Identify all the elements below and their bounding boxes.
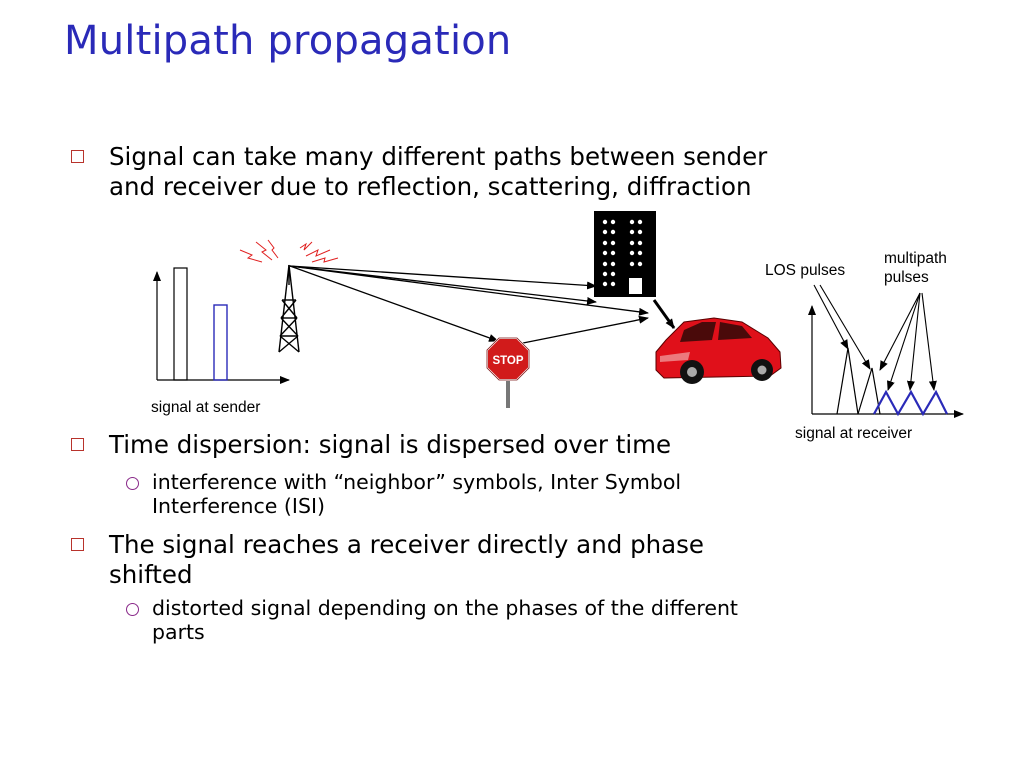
multipath-arrow-1 [880, 293, 920, 370]
antenna-tower-icon [279, 265, 299, 352]
radiation-waves-icon [240, 240, 338, 262]
sender-pulse-1 [174, 268, 187, 380]
multipath-label-line-2: pulses [884, 269, 929, 286]
sender-signal-label: signal at sender [151, 399, 261, 416]
slide-title: Multipath propagation [64, 18, 512, 64]
los-arrow-1 [814, 285, 848, 349]
los-pulse-1 [837, 348, 858, 414]
receiver-plot [812, 285, 963, 414]
stop-sign-text: STOP [492, 355, 524, 367]
multipath-label-line-1: multipath [884, 250, 947, 267]
sub-bullet-1-line-2: Interference (ISI) [152, 494, 326, 518]
los-pulses-label: LOS pulses [765, 262, 846, 279]
sub-bullet-2-line-2: parts [152, 620, 205, 644]
bullet-2-line-1: Time dispersion: signal is dispersed over time [109, 430, 672, 459]
sub-bullet-2-line-1: distorted signal depending on the phases of the different [152, 596, 738, 620]
bullet-3-line-1: The signal reaches a receiver directly and phase [109, 530, 704, 559]
sender-pulse-2 [214, 305, 227, 380]
path-building-to-car [654, 300, 674, 328]
car-icon [656, 318, 781, 384]
multipath-arrow-4 [922, 293, 934, 390]
building-icon [594, 211, 656, 297]
stop-sign-icon [487, 338, 529, 408]
bullet-1-line-2: and receiver due to reflection, scattering, diffraction [109, 172, 752, 201]
sender-plot [157, 268, 289, 380]
path-stop-to-car [508, 318, 648, 346]
bullet-3-line-2: shifted [109, 560, 193, 589]
multipath-pulse-train [874, 392, 947, 414]
receiver-signal-label: signal at receiver [795, 425, 913, 442]
bullet-1-line-1: Signal can take many different paths between sender [109, 142, 768, 171]
los-arrow-2 [820, 285, 870, 369]
sub-bullet-1-line-1: interference with “neighbor” symbols, Inter Symbol [152, 470, 682, 494]
